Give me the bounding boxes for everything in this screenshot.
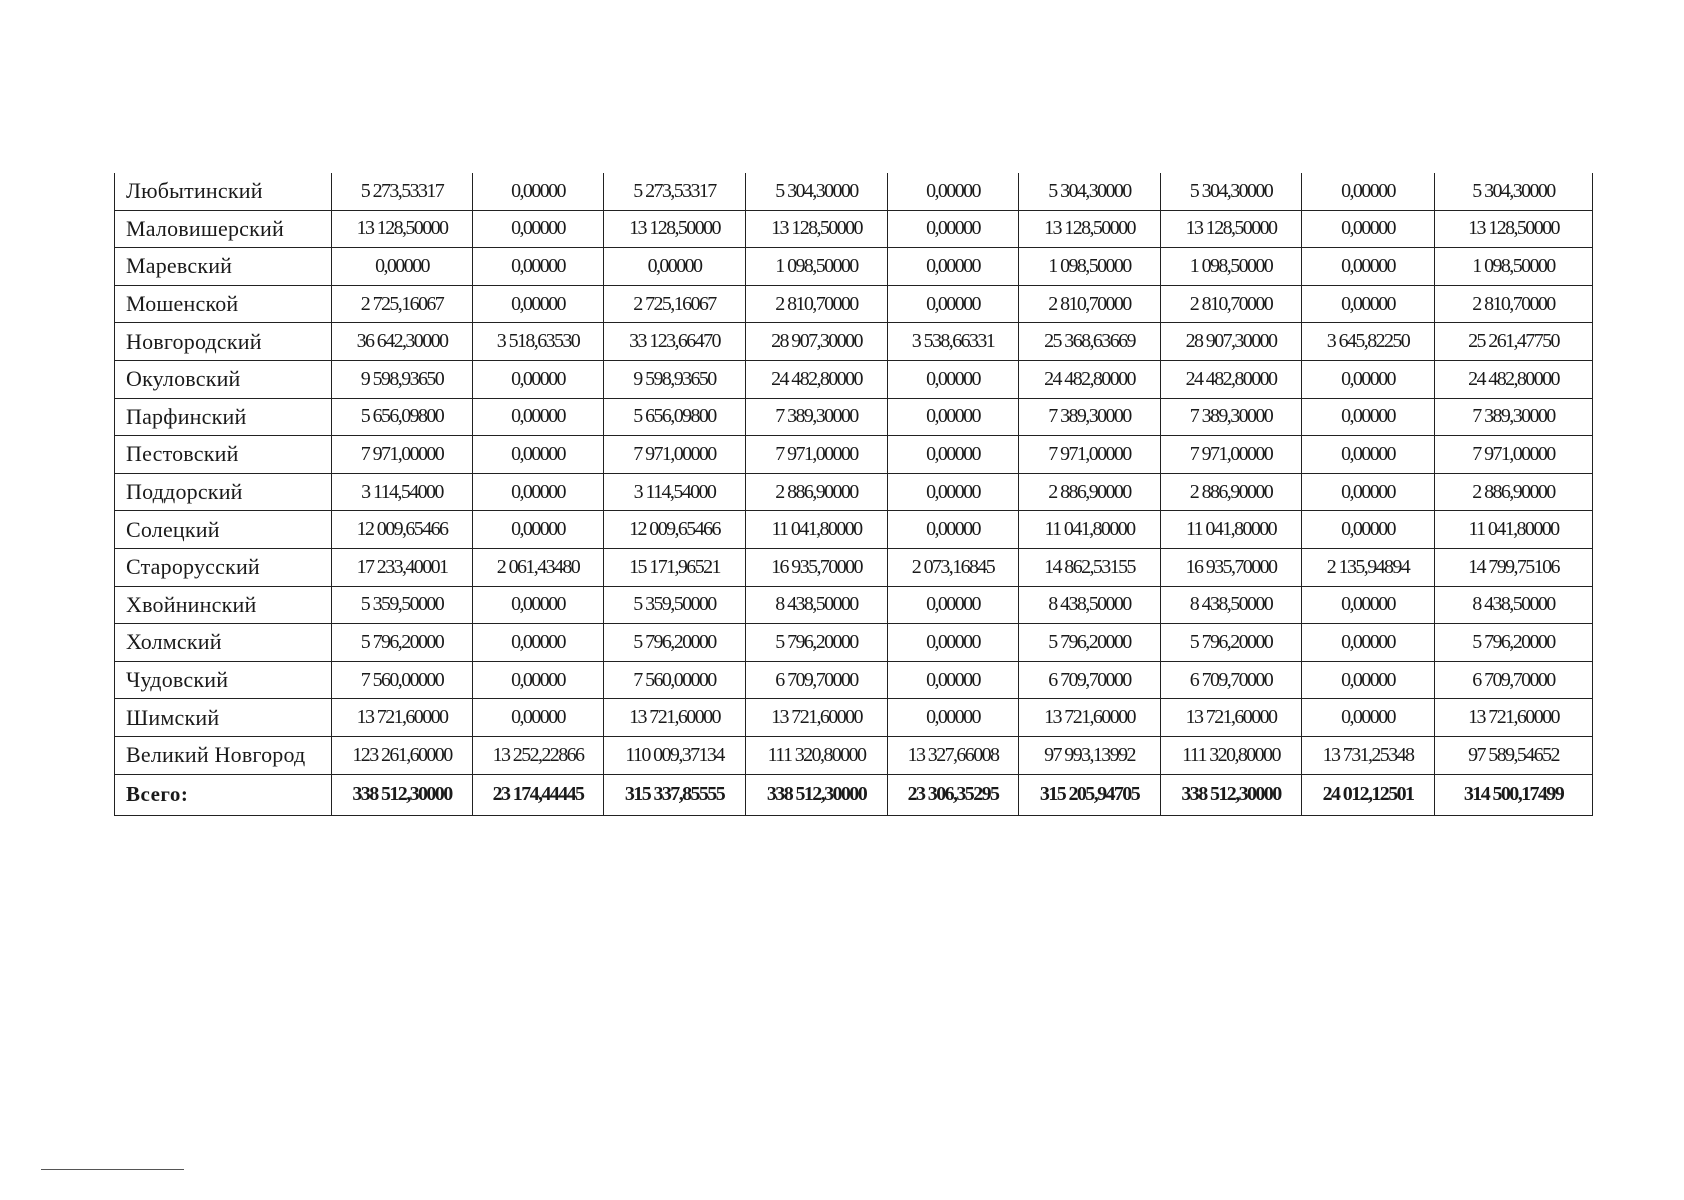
value-cell: 2 725,16067: [604, 285, 746, 323]
value-cell: 13 731,25348: [1302, 736, 1435, 774]
value-cell: 0,00000: [888, 473, 1019, 511]
district-name: Поддорский: [115, 473, 332, 511]
value-cell: 0,00000: [1302, 586, 1435, 624]
value-cell: 13 252,22866: [473, 736, 604, 774]
value-cell: 5 796,20000: [1019, 624, 1161, 662]
value-cell: 1 098,50000: [1435, 248, 1593, 286]
value-cell: 28 907,30000: [746, 323, 888, 361]
value-cell: 14 862,53155: [1019, 548, 1161, 586]
total-value-cell: 315 205,94705: [1019, 774, 1161, 815]
district-name: Мошенской: [115, 285, 332, 323]
table-row: [115, 661, 1593, 699]
table-row: [115, 436, 1593, 474]
value-cell: 33 123,66470: [604, 323, 746, 361]
value-cell: 8 438,50000: [1435, 586, 1593, 624]
value-cell: 0,00000: [473, 511, 604, 549]
table-row: [115, 699, 1593, 737]
value-cell: 0,00000: [1302, 511, 1435, 549]
table-body: [115, 173, 1593, 815]
value-cell: 0,00000: [473, 661, 604, 699]
total-value-cell: 338 512,30000: [746, 774, 888, 815]
value-cell: 14 799,75106: [1435, 548, 1593, 586]
value-cell: 5 304,30000: [1435, 173, 1593, 210]
total-value-cell: 338 512,30000: [332, 774, 473, 815]
total-value-cell: 23 174,44445: [473, 774, 604, 815]
value-cell: 2 061,43480: [473, 548, 604, 586]
value-cell: 2 073,16845: [888, 548, 1019, 586]
value-cell: 0,00000: [888, 586, 1019, 624]
value-cell: 11 041,80000: [1161, 511, 1302, 549]
value-cell: 7 971,00000: [1161, 436, 1302, 474]
value-cell: 13 721,60000: [746, 699, 888, 737]
value-cell: 0,00000: [473, 173, 604, 210]
value-cell: 0,00000: [473, 248, 604, 286]
value-cell: 123 261,60000: [332, 736, 473, 774]
district-name: Солецкий: [115, 511, 332, 549]
table-row: [115, 624, 1593, 662]
table-row: [115, 736, 1593, 774]
value-cell: 24 482,80000: [1161, 360, 1302, 398]
value-cell: 25 261,47750: [1435, 323, 1593, 361]
value-cell: 16 935,70000: [746, 548, 888, 586]
value-cell: 0,00000: [332, 248, 473, 286]
value-cell: 24 482,80000: [1435, 360, 1593, 398]
value-cell: 3 538,66331: [888, 323, 1019, 361]
value-cell: 0,00000: [888, 173, 1019, 210]
value-cell: 3 645,82250: [1302, 323, 1435, 361]
value-cell: 0,00000: [1302, 285, 1435, 323]
value-cell: 0,00000: [888, 398, 1019, 436]
value-cell: 7 560,00000: [332, 661, 473, 699]
value-cell: 0,00000: [473, 285, 604, 323]
value-cell: 8 438,50000: [746, 586, 888, 624]
value-cell: 5 304,30000: [1019, 173, 1161, 210]
value-cell: 0,00000: [888, 210, 1019, 248]
district-name: Великий Новгород: [115, 736, 332, 774]
table-row: [115, 173, 1593, 210]
value-cell: 0,00000: [473, 586, 604, 624]
value-cell: 5 273,53317: [332, 173, 473, 210]
value-cell: 2 810,70000: [1435, 285, 1593, 323]
value-cell: 3 114,54000: [604, 473, 746, 511]
value-cell: 2 810,70000: [1019, 285, 1161, 323]
value-cell: 25 368,63669: [1019, 323, 1161, 361]
value-cell: 1 098,50000: [1019, 248, 1161, 286]
district-name: Маловишерский: [115, 210, 332, 248]
total-row: [115, 774, 1593, 815]
value-cell: 0,00000: [1302, 699, 1435, 737]
value-cell: 0,00000: [888, 699, 1019, 737]
value-cell: 97 993,13992: [1019, 736, 1161, 774]
district-name: Холмский: [115, 624, 332, 662]
value-cell: 6 709,70000: [1435, 661, 1593, 699]
value-cell: 28 907,30000: [1161, 323, 1302, 361]
value-cell: 2 810,70000: [746, 285, 888, 323]
value-cell: 0,00000: [1302, 436, 1435, 474]
table-row: [115, 248, 1593, 286]
value-cell: 97 589,54652: [1435, 736, 1593, 774]
value-cell: 2 886,90000: [1435, 473, 1593, 511]
value-cell: 9 598,93650: [604, 360, 746, 398]
value-cell: 0,00000: [473, 436, 604, 474]
value-cell: 13 128,50000: [1161, 210, 1302, 248]
value-cell: 13 327,66008: [888, 736, 1019, 774]
value-cell: 0,00000: [888, 624, 1019, 662]
value-cell: 5 304,30000: [746, 173, 888, 210]
value-cell: 0,00000: [1302, 473, 1435, 511]
value-cell: 7 971,00000: [1435, 436, 1593, 474]
value-cell: 110 009,37134: [604, 736, 746, 774]
value-cell: 16 935,70000: [1161, 548, 1302, 586]
table-row: [115, 323, 1593, 361]
value-cell: 0,00000: [888, 248, 1019, 286]
value-cell: 0,00000: [473, 398, 604, 436]
value-cell: 8 438,50000: [1161, 586, 1302, 624]
value-cell: 11 041,80000: [746, 511, 888, 549]
footnote-separator: [41, 1169, 184, 1170]
value-cell: 1 098,50000: [1161, 248, 1302, 286]
value-cell: 0,00000: [473, 360, 604, 398]
value-cell: 24 482,80000: [1019, 360, 1161, 398]
value-cell: 7 389,30000: [1435, 398, 1593, 436]
value-cell: 5 304,30000: [1161, 173, 1302, 210]
value-cell: 6 709,70000: [1161, 661, 1302, 699]
value-cell: 3 518,63530: [473, 323, 604, 361]
value-cell: 0,00000: [1302, 624, 1435, 662]
value-cell: 2 725,16067: [332, 285, 473, 323]
value-cell: 5 796,20000: [746, 624, 888, 662]
value-cell: 0,00000: [473, 210, 604, 248]
value-cell: 0,00000: [1302, 248, 1435, 286]
value-cell: 0,00000: [473, 699, 604, 737]
value-cell: 13 721,60000: [604, 699, 746, 737]
value-cell: 5 359,50000: [604, 586, 746, 624]
budget-table: [114, 173, 1593, 816]
value-cell: 13 128,50000: [1019, 210, 1161, 248]
value-cell: 13 721,60000: [332, 699, 473, 737]
value-cell: 0,00000: [1302, 360, 1435, 398]
table-row: [115, 548, 1593, 586]
value-cell: 5 656,09800: [332, 398, 473, 436]
value-cell: 7 971,00000: [604, 436, 746, 474]
value-cell: 7 560,00000: [604, 661, 746, 699]
value-cell: 0,00000: [888, 511, 1019, 549]
district-name: Новгородский: [115, 323, 332, 361]
value-cell: 13 721,60000: [1019, 699, 1161, 737]
value-cell: 2 810,70000: [1161, 285, 1302, 323]
value-cell: 3 114,54000: [332, 473, 473, 511]
value-cell: 7 971,00000: [332, 436, 473, 474]
total-value-cell: 315 337,85555: [604, 774, 746, 815]
value-cell: 0,00000: [473, 473, 604, 511]
value-cell: 13 721,60000: [1435, 699, 1593, 737]
value-cell: 111 320,80000: [746, 736, 888, 774]
table-row: [115, 210, 1593, 248]
value-cell: 13 128,50000: [1435, 210, 1593, 248]
value-cell: 24 482,80000: [746, 360, 888, 398]
value-cell: 0,00000: [1302, 661, 1435, 699]
value-cell: 11 041,80000: [1019, 511, 1161, 549]
total-value-cell: 24 012,12501: [1302, 774, 1435, 815]
value-cell: 6 709,70000: [746, 661, 888, 699]
value-cell: 5 796,20000: [604, 624, 746, 662]
value-cell: 0,00000: [473, 624, 604, 662]
district-name: Окуловский: [115, 360, 332, 398]
value-cell: 9 598,93650: [332, 360, 473, 398]
district-name: Парфинский: [115, 398, 332, 436]
value-cell: 0,00000: [888, 436, 1019, 474]
value-cell: 2 886,90000: [746, 473, 888, 511]
value-cell: 1 098,50000: [746, 248, 888, 286]
value-cell: 0,00000: [888, 285, 1019, 323]
value-cell: 0,00000: [1302, 173, 1435, 210]
value-cell: 2 135,94894: [1302, 548, 1435, 586]
total-value-cell: 23 306,35295: [888, 774, 1019, 815]
value-cell: 7 389,30000: [1161, 398, 1302, 436]
value-cell: 5 359,50000: [332, 586, 473, 624]
district-name: Старорусский: [115, 548, 332, 586]
table-row: [115, 511, 1593, 549]
district-name: Чудовский: [115, 661, 332, 699]
value-cell: 5 796,20000: [332, 624, 473, 662]
value-cell: 13 128,50000: [604, 210, 746, 248]
value-cell: 8 438,50000: [1019, 586, 1161, 624]
value-cell: 7 389,30000: [1019, 398, 1161, 436]
district-name: Хвойнинский: [115, 586, 332, 624]
total-value-cell: 314 500,17499: [1435, 774, 1593, 815]
value-cell: 7 389,30000: [746, 398, 888, 436]
value-cell: 0,00000: [1302, 210, 1435, 248]
value-cell: 13 721,60000: [1161, 699, 1302, 737]
value-cell: 13 128,50000: [746, 210, 888, 248]
value-cell: 5 656,09800: [604, 398, 746, 436]
value-cell: 0,00000: [888, 360, 1019, 398]
value-cell: 11 041,80000: [1435, 511, 1593, 549]
value-cell: 12 009,65466: [332, 511, 473, 549]
total-label: Всего:: [115, 774, 332, 815]
value-cell: 0,00000: [1302, 398, 1435, 436]
table-row: [115, 360, 1593, 398]
value-cell: 0,00000: [888, 661, 1019, 699]
value-cell: 5 796,20000: [1161, 624, 1302, 662]
value-cell: 5 273,53317: [604, 173, 746, 210]
value-cell: 111 320,80000: [1161, 736, 1302, 774]
value-cell: 17 233,40001: [332, 548, 473, 586]
value-cell: 13 128,50000: [332, 210, 473, 248]
table-row: [115, 586, 1593, 624]
district-name: Шимский: [115, 699, 332, 737]
value-cell: 15 171,96521: [604, 548, 746, 586]
table-row: [115, 473, 1593, 511]
district-name: Пестовский: [115, 436, 332, 474]
value-cell: 2 886,90000: [1161, 473, 1302, 511]
value-cell: 5 796,20000: [1435, 624, 1593, 662]
district-name: Любытинский: [115, 173, 332, 210]
value-cell: 2 886,90000: [1019, 473, 1161, 511]
value-cell: 6 709,70000: [1019, 661, 1161, 699]
total-value-cell: 338 512,30000: [1161, 774, 1302, 815]
value-cell: 7 971,00000: [1019, 436, 1161, 474]
value-cell: 0,00000: [604, 248, 746, 286]
value-cell: 36 642,30000: [332, 323, 473, 361]
value-cell: 12 009,65466: [604, 511, 746, 549]
table-row: [115, 398, 1593, 436]
table-row: [115, 285, 1593, 323]
district-name: Маревский: [115, 248, 332, 286]
value-cell: 7 971,00000: [746, 436, 888, 474]
